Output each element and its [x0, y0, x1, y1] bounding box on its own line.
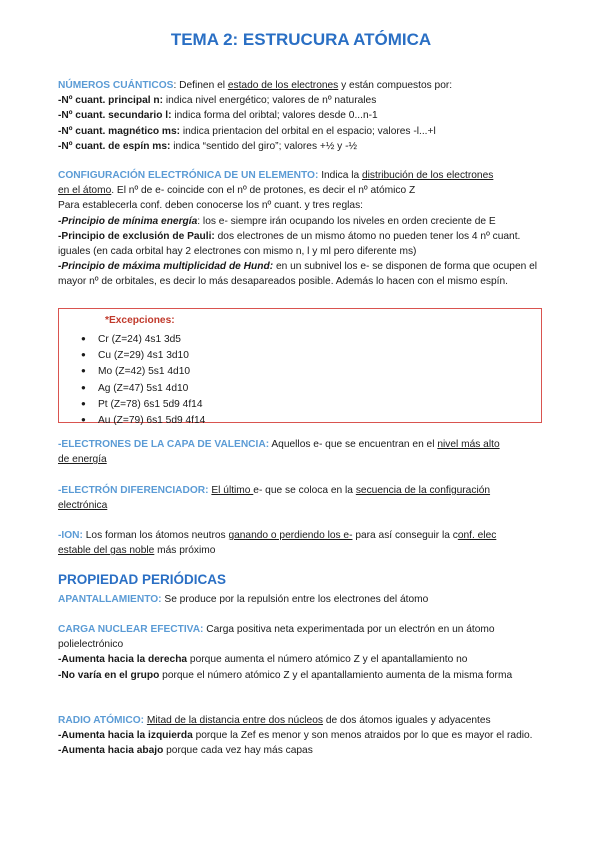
bullet-icon: ● — [81, 415, 86, 425]
config-line-1 — [58, 168, 544, 183]
item-label: -Nº cuant. de espín ms: — [58, 140, 171, 152]
valencia-underlined-2: de energía — [58, 454, 107, 466]
config-rule-3 — [58, 259, 544, 289]
ion-heading: -ION: — [58, 530, 83, 541]
item-label: -Aumenta hacia la derecha — [58, 654, 188, 666]
ion-underlined-3: estable del gas noble — [58, 545, 155, 557]
bullet-icon: ● — [81, 398, 86, 408]
item-label: -Aumenta hacia abajo — [58, 745, 164, 757]
cuanticos-intro-a: : Definen el — [173, 80, 228, 91]
item-text: porque el número atómico Z y el apantallamiento aumenta de la misma forma — [159, 669, 513, 681]
section-diferenciador — [58, 483, 544, 513]
section-carga-nuclear — [58, 622, 544, 683]
config-text-1: Indica la — [318, 170, 362, 181]
list-item — [81, 380, 205, 396]
item-text: porque cada vez hay más capas — [163, 745, 313, 757]
item-text: indica “sentido del giro”; valores +½ y -½ — [170, 140, 357, 152]
config-heading: CONFIGURACIÓN ELECTRÓNICA DE UN ELEMENTO: — [58, 170, 319, 181]
valencia-line-2 — [58, 452, 544, 467]
item-text: porque aumenta el número atómico Z y el apantallamiento no — [187, 654, 468, 666]
valencia-text: Aquellos e- que se encuentran en el — [269, 439, 438, 450]
item-text: porque la Zef es menor y son menos atraidos por lo que es mayor el radio. — [192, 730, 533, 742]
carga-item-1 — [58, 652, 544, 667]
diferenciador-underlined-2: secuencia de la configuración — [355, 485, 491, 496]
rule-label: -Principio de mínima energía — [58, 215, 198, 227]
bullet-icon: ● — [81, 334, 86, 343]
section-ion — [58, 528, 544, 558]
section-apantallamiento — [58, 592, 544, 607]
item-label: -Nº cuant. principal n: — [58, 95, 164, 107]
bullet-icon: ● — [81, 366, 86, 376]
excepcion-text: Pt (Z=78) 6s1 5d9 4f14 — [98, 398, 203, 410]
diferenciador-underlined-3: electrónica — [58, 500, 108, 512]
radio-item-1 — [58, 728, 544, 743]
item-text: indica forma del oribtal; valores desde 0...n-1 — [171, 110, 378, 122]
radio-text: de dos átomos iguales y adyacentes — [322, 715, 491, 726]
config-line-2 — [58, 183, 544, 198]
ion-text-2: para así conseguir la c — [352, 530, 458, 541]
bullet-icon: ● — [81, 350, 86, 360]
rule-text: : los e- siempre irán ocupando los niveles en orden creciente de E — [197, 215, 496, 227]
diferenciador-line-1 — [58, 483, 544, 498]
excepciones-list — [81, 331, 205, 428]
radio-line-1 — [58, 713, 544, 728]
cuanticos-item — [58, 139, 544, 154]
diferenciador-text: e- que se coloca en la — [253, 485, 356, 496]
rule-label: -Principio de exclusión de Pauli: — [58, 230, 215, 242]
cuanticos-item — [58, 108, 544, 123]
valencia-line-1 — [58, 437, 544, 452]
apantallamiento-line — [58, 592, 544, 607]
rule-text: en un subnivel los e- se disponen de forma que ocupen el mayor nº de orbitales, es decir lo más desapareados posible. Además lo hacen con el mismo espín. — [58, 261, 538, 288]
section-valencia — [58, 437, 544, 467]
ion-underlined-2: onf. elec — [457, 530, 497, 541]
config-rule-2 — [58, 229, 544, 259]
cuanticos-intro — [58, 78, 544, 93]
cuanticos-intro-underlined: estado de los electrones — [227, 80, 339, 91]
cuanticos-heading: NÚMEROS CUÁNTICOS — [58, 80, 174, 91]
carga-heading: CARGA NUCLEAR EFECTIVA: — [58, 624, 204, 635]
excepcion-text: Cu (Z=29) 4s1 3d10 — [98, 350, 189, 362]
radio-underlined: Mitad de la distancia entre dos núcleos — [146, 715, 323, 726]
propiedades-heading: PROPIEDAD PERIÓDICAS — [58, 572, 227, 587]
item-label: -No varía en el grupo — [58, 669, 160, 681]
excepciones-box — [58, 308, 542, 427]
item-label: -Nº cuant. secundario l: — [58, 110, 172, 122]
ion-text-1: Los forman los átomos neutros — [82, 530, 229, 541]
excepcion-text: Mo (Z=42) 5s1 4d10 — [98, 366, 191, 378]
apantallamiento-heading: APANTALLAMIENTO: — [58, 594, 162, 605]
excepcion-text: Au (Z=79) 6s1 5d9 4f14 — [98, 415, 206, 427]
section-configuracion — [58, 168, 544, 290]
rule-label: -Principio de máxima multiplicidad de Hund: — [58, 261, 274, 273]
carga-line-1 — [58, 622, 544, 652]
cuanticos-item — [58, 93, 544, 108]
list-item — [81, 363, 205, 379]
excepcion-text: Cr (Z=24) 4s1 3d5 — [98, 334, 181, 345]
excepcion-text: Ag (Z=47) 5s1 4d10 — [98, 382, 189, 394]
config-text-3: Para establecerla conf. deben conocerse los nº cuant. y tres reglas: — [58, 200, 363, 212]
ion-line-1 — [58, 528, 544, 543]
item-label: -Aumenta hacia la izquierda — [58, 730, 193, 742]
valencia-underlined-1: nivel más alto — [437, 439, 500, 450]
excepciones-title: *Excepciones: — [105, 315, 175, 326]
bullet-icon: ● — [81, 382, 86, 392]
diferenciador-underlined-1: El último — [211, 485, 254, 496]
list-item — [81, 331, 205, 347]
config-underlined-1: distribución de los electrones — [361, 170, 494, 181]
cuanticos-item — [58, 124, 544, 139]
cuanticos-intro-b: y están compuestos por: — [338, 80, 453, 91]
diferenciador-line-2 — [58, 498, 544, 513]
ion-text-3: más próximo — [154, 545, 216, 557]
config-rule-1 — [58, 214, 544, 229]
rule-text: dos electrones de un mismo átomo no pueden tener los 4 nº cuant. iguales (en cada orbital hay 2 electrones con mismo n, l y ml pero diferente ms) — [58, 230, 521, 258]
apantallamiento-text: Se produce por la repulsión entre los electrones del átomo — [161, 594, 429, 605]
radio-heading: RADIO ATÓMICO: — [58, 715, 145, 726]
radio-item-2 — [58, 743, 544, 758]
carga-item-2 — [58, 668, 544, 683]
list-item — [81, 347, 205, 363]
config-text-2: . El nº de e- coincide con el nº de protones, es decir el nº atómico Z — [111, 185, 416, 197]
list-item — [81, 412, 205, 428]
section-numeros-cuanticos — [58, 78, 544, 154]
item-label: -Nº cuant. magnético ms: — [58, 125, 181, 137]
section-radio-atomico — [58, 713, 544, 759]
ion-line-2 — [58, 543, 544, 558]
page-title: TEMA 2: ESTRUCURA ATÓMICA — [170, 30, 432, 49]
config-underlined-2: en el átomo — [58, 185, 112, 197]
item-text: indica prientacion del orbital en el espacio; valores -l...+l — [180, 125, 436, 137]
item-text: indica nivel energético; valores de nº naturales — [163, 95, 377, 107]
carga-text: Carga positiva neta experimentada por un electrón en un átomo polielectrónico — [58, 624, 495, 651]
list-item — [81, 396, 205, 412]
diferenciador-heading: -ELECTRÓN DIFERENCIADOR: — [58, 485, 209, 496]
valencia-heading: -ELECTRONES DE LA CAPA DE VALENCIA: — [58, 439, 270, 450]
ion-underlined-1: ganando o perdiendo los e- — [228, 530, 353, 541]
